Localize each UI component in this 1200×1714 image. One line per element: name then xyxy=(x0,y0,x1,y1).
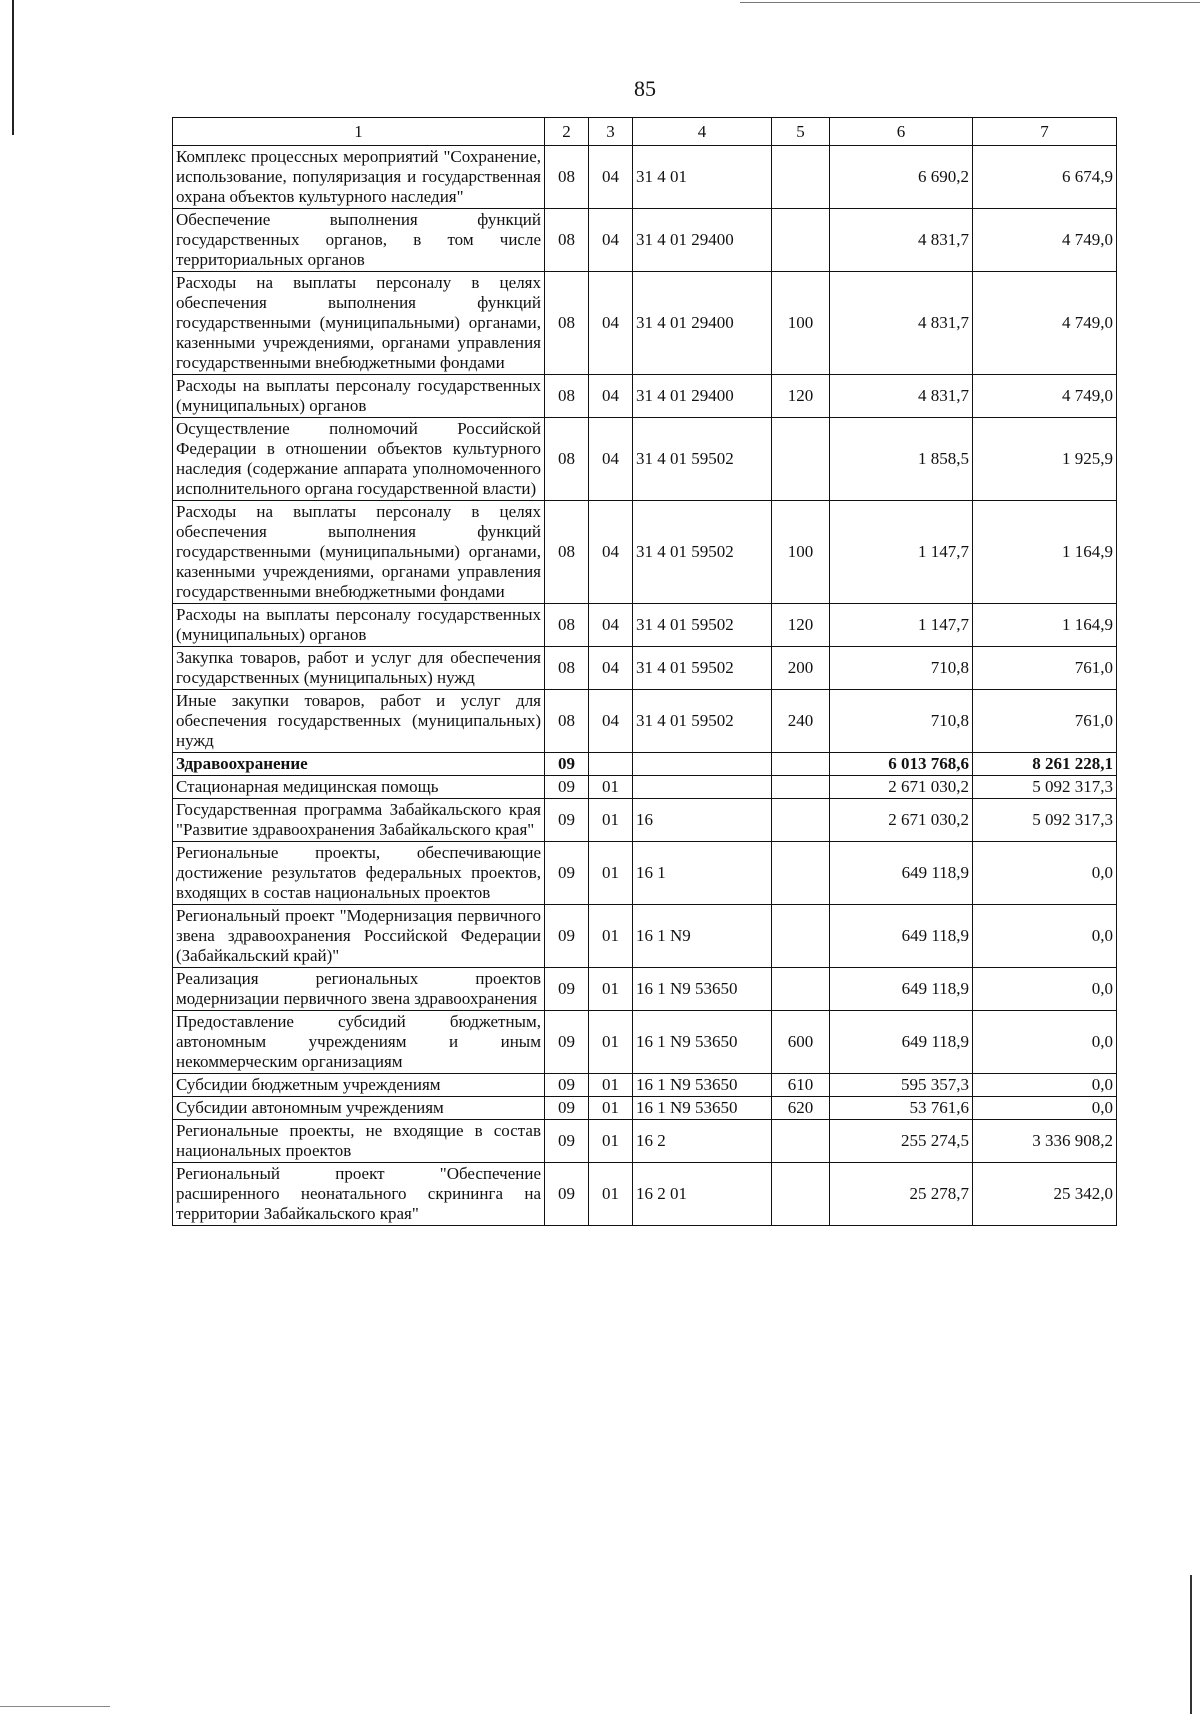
row-amount-col7-cell: 25 342,0 xyxy=(973,1163,1117,1226)
row-expense-type-cell xyxy=(772,776,830,799)
row-expense-type-cell xyxy=(772,799,830,842)
row-target-article-cell: 31 4 01 29400 xyxy=(633,375,772,418)
row-target-article-cell: 31 4 01 59502 xyxy=(633,647,772,690)
row-section-cell: 08 xyxy=(545,501,589,604)
row-expense-type-cell xyxy=(772,753,830,776)
row-subsection-cell: 01 xyxy=(589,1120,633,1163)
row-amount-col6-cell: 710,8 xyxy=(830,647,973,690)
table-row xyxy=(173,753,1117,776)
row-section-cell: 08 xyxy=(545,647,589,690)
row-name-cell: Реализация региональных проектов модернизации первичного звена здравоохранения xyxy=(173,968,545,1011)
row-name-cell: Субсидии бюджетным учреждениям xyxy=(173,1074,545,1097)
row-expense-type-cell xyxy=(772,968,830,1011)
row-amount-col7-cell: 4 749,0 xyxy=(973,272,1117,375)
row-name-cell: Предоставление субсидий бюджетным, автономным учреждениям и иным некоммерческим организациям xyxy=(173,1011,545,1074)
row-target-article-cell: 16 1 N9 53650 xyxy=(633,1097,772,1120)
row-amount-col7-cell: 5 092 317,3 xyxy=(973,799,1117,842)
row-amount-col7-cell: 4 749,0 xyxy=(973,209,1117,272)
row-subsection-cell: 01 xyxy=(589,1163,633,1226)
row-subsection-cell: 04 xyxy=(589,604,633,647)
row-expense-type-cell: 120 xyxy=(772,375,830,418)
page-number: 85 xyxy=(634,76,656,101)
row-section-cell: 08 xyxy=(545,146,589,209)
table-row xyxy=(173,842,1117,905)
row-target-article-cell: 16 1 N9 53650 xyxy=(633,968,772,1011)
table-row xyxy=(173,647,1117,690)
header-row xyxy=(173,118,1117,146)
row-amount-col6-cell: 649 118,9 xyxy=(830,1011,973,1074)
header-col-3: 3 xyxy=(589,118,633,146)
scan-edge-left xyxy=(12,0,14,135)
row-section-cell: 08 xyxy=(545,209,589,272)
table-row xyxy=(173,1074,1117,1097)
row-target-article-cell xyxy=(633,776,772,799)
row-section-cell: 09 xyxy=(545,968,589,1011)
row-subsection-cell: 04 xyxy=(589,209,633,272)
table-row xyxy=(173,501,1117,604)
row-subsection-cell: 04 xyxy=(589,647,633,690)
row-subsection-cell: 04 xyxy=(589,375,633,418)
row-name-cell: Комплекс процессных мероприятий "Сохранение, использование, популяризация и государственная охрана объектов культурного наследия" xyxy=(173,146,545,209)
row-name-cell: Расходы на выплаты персоналу в целях обеспечения выполнения функций государственными (муниципальными) органами, казенными учреждениями, органами управления государственными внебюджетными фондами xyxy=(173,501,545,604)
table-row xyxy=(173,604,1117,647)
table-row xyxy=(173,418,1117,501)
row-amount-col6-cell: 4 831,7 xyxy=(830,272,973,375)
row-section-cell: 08 xyxy=(545,690,589,753)
row-target-article-cell: 16 1 N9 53650 xyxy=(633,1011,772,1074)
row-name-cell: Расходы на выплаты персоналу в целях обеспечения выполнения функций государственными (муниципальными) органами, казенными учреждениями, органами управления государственными внебюджетными фондами xyxy=(173,272,545,375)
row-section-cell: 09 xyxy=(545,1011,589,1074)
row-target-article-cell: 16 1 N9 53650 xyxy=(633,1074,772,1097)
row-section-cell: 09 xyxy=(545,842,589,905)
row-target-article-cell: 16 2 01 xyxy=(633,1163,772,1226)
row-name-cell: Региональные проекты, обеспечивающие достижение результатов федеральных проектов, входящих в состав национальных проектов xyxy=(173,842,545,905)
table-row xyxy=(173,776,1117,799)
scan-bottom-line xyxy=(0,1706,110,1707)
row-target-article-cell: 16 2 xyxy=(633,1120,772,1163)
row-target-article-cell: 31 4 01 29400 xyxy=(633,209,772,272)
scan-top-line xyxy=(740,2,1200,3)
table-row xyxy=(173,272,1117,375)
row-amount-col7-cell: 3 336 908,2 xyxy=(973,1120,1117,1163)
row-subsection-cell: 01 xyxy=(589,842,633,905)
row-amount-col7-cell: 0,0 xyxy=(973,968,1117,1011)
row-amount-col6-cell: 4 831,7 xyxy=(830,209,973,272)
row-amount-col7-cell: 0,0 xyxy=(973,842,1117,905)
row-section-cell: 08 xyxy=(545,418,589,501)
scan-edge-right xyxy=(1190,1575,1192,1714)
row-name-cell: Иные закупки товаров, работ и услуг для обеспечения государственных (муниципальных) нужд xyxy=(173,690,545,753)
header-col-2: 2 xyxy=(545,118,589,146)
row-name-cell: Здравоохранение xyxy=(173,753,545,776)
row-expense-type-cell xyxy=(772,146,830,209)
row-target-article-cell: 16 1 N9 xyxy=(633,905,772,968)
row-subsection-cell: 04 xyxy=(589,501,633,604)
row-subsection-cell: 04 xyxy=(589,418,633,501)
row-subsection-cell: 01 xyxy=(589,968,633,1011)
row-amount-col7-cell: 0,0 xyxy=(973,1074,1117,1097)
row-amount-col6-cell: 6 690,2 xyxy=(830,146,973,209)
header-col-7: 7 xyxy=(973,118,1117,146)
row-target-article-cell xyxy=(633,753,772,776)
row-amount-col7-cell: 0,0 xyxy=(973,905,1117,968)
header-col-6: 6 xyxy=(830,118,973,146)
row-amount-col6-cell: 255 274,5 xyxy=(830,1120,973,1163)
row-amount-col6-cell: 710,8 xyxy=(830,690,973,753)
row-subsection-cell: 01 xyxy=(589,905,633,968)
row-target-article-cell: 31 4 01 xyxy=(633,146,772,209)
row-amount-col6-cell: 6 013 768,6 xyxy=(830,753,973,776)
row-amount-col6-cell: 595 357,3 xyxy=(830,1074,973,1097)
row-subsection-cell: 01 xyxy=(589,776,633,799)
row-expense-type-cell: 600 xyxy=(772,1011,830,1074)
row-section-cell: 09 xyxy=(545,1163,589,1226)
row-amount-col6-cell: 2 671 030,2 xyxy=(830,799,973,842)
row-expense-type-cell: 620 xyxy=(772,1097,830,1120)
row-subsection-cell: 04 xyxy=(589,146,633,209)
row-section-cell: 09 xyxy=(545,1074,589,1097)
table-row xyxy=(173,209,1117,272)
row-amount-col7-cell: 761,0 xyxy=(973,690,1117,753)
row-amount-col6-cell: 1 147,7 xyxy=(830,501,973,604)
row-expense-type-cell: 100 xyxy=(772,501,830,604)
row-amount-col7-cell: 1 925,9 xyxy=(973,418,1117,501)
row-subsection-cell xyxy=(589,753,633,776)
row-expense-type-cell xyxy=(772,905,830,968)
table-row xyxy=(173,146,1117,209)
header-col-5: 5 xyxy=(772,118,830,146)
row-amount-col6-cell: 1 858,5 xyxy=(830,418,973,501)
row-name-cell: Субсидии автономным учреждениям xyxy=(173,1097,545,1120)
row-section-cell: 09 xyxy=(545,1120,589,1163)
row-expense-type-cell: 610 xyxy=(772,1074,830,1097)
row-target-article-cell: 31 4 01 59502 xyxy=(633,690,772,753)
row-subsection-cell: 04 xyxy=(589,690,633,753)
row-name-cell: Региональный проект "Обеспечение расширенного неонатального скрининга на территории Забайкальского края" xyxy=(173,1163,545,1226)
row-name-cell: Осуществление полномочий Российской Федерации в отношении объектов культурного наследия (содержание аппарата уполномоченного исполнительного органа государственной власти) xyxy=(173,418,545,501)
row-target-article-cell: 31 4 01 59502 xyxy=(633,604,772,647)
table-row xyxy=(173,1097,1117,1120)
row-expense-type-cell: 100 xyxy=(772,272,830,375)
row-subsection-cell: 01 xyxy=(589,799,633,842)
row-section-cell: 09 xyxy=(545,753,589,776)
row-name-cell: Государственная программа Забайкальского края "Развитие здравоохранения Забайкальского края" xyxy=(173,799,545,842)
row-name-cell: Обеспечение выполнения функций государственных органов, в том числе территориальных органов xyxy=(173,209,545,272)
row-amount-col6-cell: 649 118,9 xyxy=(830,842,973,905)
row-target-article-cell: 31 4 01 59502 xyxy=(633,501,772,604)
row-amount-col7-cell: 1 164,9 xyxy=(973,604,1117,647)
row-amount-col7-cell: 0,0 xyxy=(973,1097,1117,1120)
row-section-cell: 09 xyxy=(545,905,589,968)
row-subsection-cell: 01 xyxy=(589,1074,633,1097)
row-expense-type-cell xyxy=(772,1120,830,1163)
row-amount-col7-cell: 4 749,0 xyxy=(973,375,1117,418)
row-section-cell: 08 xyxy=(545,604,589,647)
row-subsection-cell: 01 xyxy=(589,1097,633,1120)
row-section-cell: 09 xyxy=(545,1097,589,1120)
row-amount-col6-cell: 4 831,7 xyxy=(830,375,973,418)
row-expense-type-cell: 240 xyxy=(772,690,830,753)
row-name-cell: Региональные проекты, не входящие в состав национальных проектов xyxy=(173,1120,545,1163)
row-section-cell: 09 xyxy=(545,799,589,842)
header-col-4: 4 xyxy=(633,118,772,146)
row-name-cell: Стационарная медицинская помощь xyxy=(173,776,545,799)
row-name-cell: Закупка товаров, работ и услуг для обеспечения государственных (муниципальных) нужд xyxy=(173,647,545,690)
row-amount-col7-cell: 8 261 228,1 xyxy=(973,753,1117,776)
row-expense-type-cell xyxy=(772,842,830,905)
row-expense-type-cell: 120 xyxy=(772,604,830,647)
row-amount-col6-cell: 53 761,6 xyxy=(830,1097,973,1120)
row-name-cell: Расходы на выплаты персоналу государственных (муниципальных) органов xyxy=(173,604,545,647)
row-name-cell: Расходы на выплаты персоналу государственных (муниципальных) органов xyxy=(173,375,545,418)
table-row xyxy=(173,968,1117,1011)
row-amount-col7-cell: 761,0 xyxy=(973,647,1117,690)
row-expense-type-cell xyxy=(772,1163,830,1226)
row-expense-type-cell xyxy=(772,209,830,272)
row-amount-col7-cell: 1 164,9 xyxy=(973,501,1117,604)
row-subsection-cell: 04 xyxy=(589,272,633,375)
row-amount-col7-cell: 5 092 317,3 xyxy=(973,776,1117,799)
row-target-article-cell: 16 1 xyxy=(633,842,772,905)
row-section-cell: 09 xyxy=(545,776,589,799)
row-amount-col6-cell: 1 147,7 xyxy=(830,604,973,647)
row-section-cell: 08 xyxy=(545,272,589,375)
row-amount-col6-cell: 649 118,9 xyxy=(830,905,973,968)
row-amount-col6-cell: 649 118,9 xyxy=(830,968,973,1011)
header-col-1: 1 xyxy=(173,118,545,146)
row-subsection-cell: 01 xyxy=(589,1011,633,1074)
row-amount-col6-cell: 25 278,7 xyxy=(830,1163,973,1226)
table-row xyxy=(173,690,1117,753)
row-amount-col6-cell: 2 671 030,2 xyxy=(830,776,973,799)
table-row xyxy=(173,1011,1117,1074)
row-amount-col7-cell: 0,0 xyxy=(973,1011,1117,1074)
table-row xyxy=(173,1163,1117,1226)
table-row xyxy=(173,1120,1117,1163)
table-row xyxy=(173,375,1117,418)
budget-table xyxy=(172,117,1117,1226)
row-target-article-cell: 16 xyxy=(633,799,772,842)
row-name-cell: Региональный проект "Модернизация первичного звена здравоохранения Российской Федерации (Забайкальский край)" xyxy=(173,905,545,968)
row-expense-type-cell: 200 xyxy=(772,647,830,690)
row-section-cell: 08 xyxy=(545,375,589,418)
table-row xyxy=(173,799,1117,842)
table-row xyxy=(173,905,1117,968)
row-expense-type-cell xyxy=(772,418,830,501)
table-body xyxy=(173,146,1117,1226)
row-target-article-cell: 31 4 01 29400 xyxy=(633,272,772,375)
row-amount-col7-cell: 6 674,9 xyxy=(973,146,1117,209)
row-target-article-cell: 31 4 01 59502 xyxy=(633,418,772,501)
